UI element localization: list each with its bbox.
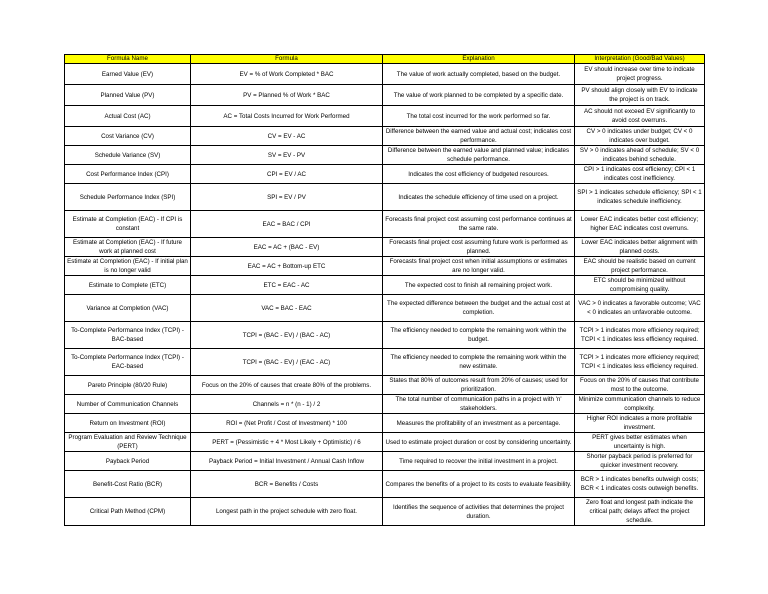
- cell-formula: Channels = n * (n - 1) / 2: [191, 395, 383, 414]
- table-row: [65, 64, 705, 85]
- cell-formula: Focus on the 20% of causes that create 80% of the problems.: [191, 376, 383, 395]
- table-row: [65, 414, 705, 433]
- cell-interpretation: Focus on the 20% of causes that contribute most to the outcome.: [575, 376, 705, 395]
- cell-interpretation: CPI > 1 indicates cost efficiency; CPI < 1 indicates cost inefficiency.: [575, 165, 705, 184]
- cell-formula-name: Cost Variance (CV): [65, 127, 191, 146]
- cell-explanation: The expected difference between the budget and the actual cost at completion.: [383, 295, 575, 322]
- table-row: [65, 322, 705, 349]
- cell-interpretation: AC should not exceed EV significantly to avoid cost overruns.: [575, 106, 705, 127]
- cell-formula-name: Estimate to Complete (ETC): [65, 276, 191, 295]
- cell-formula: CV = EV - AC: [191, 127, 383, 146]
- table-row: [65, 276, 705, 295]
- cell-formula-name: Number of Communication Channels: [65, 395, 191, 414]
- table-row: [65, 106, 705, 127]
- table-row: [65, 211, 705, 238]
- cell-explanation: Indicates the schedule efficiency of time used on a project.: [383, 184, 575, 211]
- cell-formula: BCR = Benefits / Costs: [191, 471, 383, 498]
- table-row: [65, 395, 705, 414]
- table-row: [65, 498, 705, 526]
- cell-explanation: Forecasts final project cost assuming future work is performed as planned.: [383, 238, 575, 257]
- cell-explanation: Compares the benefits of a project to its costs to evaluate feasibility.: [383, 471, 575, 498]
- cell-formula: EAC = AC + (BAC - EV): [191, 238, 383, 257]
- cell-formula-name: To-Complete Performance Index (TCPI) - EAC-based: [65, 349, 191, 376]
- cell-formula: Longest path in the project schedule with zero float.: [191, 498, 383, 526]
- table-row: [65, 184, 705, 211]
- cell-formula-name: Estimate at Completion (EAC) - If initial plan is no longer valid: [65, 257, 191, 276]
- table-row: [65, 349, 705, 376]
- cell-formula: EV = % of Work Completed * BAC: [191, 64, 383, 85]
- cell-formula-name: To-Complete Performance Index (TCPI) - BAC-based: [65, 322, 191, 349]
- table-row: [65, 433, 705, 452]
- cell-interpretation: Minimize communication channels to reduce complexity.: [575, 395, 705, 414]
- cell-explanation: Difference between the earned value and actual cost; indicates cost performance.: [383, 127, 575, 146]
- cell-formula-name: Critical Path Method (CPM): [65, 498, 191, 526]
- header-formula: Formula: [191, 55, 383, 64]
- cell-interpretation: SV > 0 indicates ahead of schedule; SV < 0 indicates behind schedule.: [575, 146, 705, 165]
- cell-explanation: Difference between the earned value and planned value; indicates schedule performance.: [383, 146, 575, 165]
- table-row: [65, 127, 705, 146]
- cell-explanation: The efficiency needed to complete the remaining work within the budget.: [383, 322, 575, 349]
- cell-interpretation: SPI > 1 indicates schedule efficiency; SPI < 1 indicates schedule inefficiency.: [575, 184, 705, 211]
- header-explanation: Explanation: [383, 55, 575, 64]
- header-formula-name: Formula Name: [65, 55, 191, 64]
- cell-formula: TCPI = (BAC - EV) / (BAC - AC): [191, 322, 383, 349]
- cell-interpretation: ETC should be minimized without compromising quality.: [575, 276, 705, 295]
- cell-formula-name: Schedule Performance Index (SPI): [65, 184, 191, 211]
- cell-formula: EAC = BAC / CPI: [191, 211, 383, 238]
- cell-explanation: The total number of communication paths in a project with 'n' stakeholders.: [383, 395, 575, 414]
- cell-formula-name: Pareto Principle (80/20 Rule): [65, 376, 191, 395]
- cell-explanation: Used to estimate project duration or cost by considering uncertainty.: [383, 433, 575, 452]
- cell-explanation: The total cost incurred for the work performed so far.: [383, 106, 575, 127]
- cell-interpretation: Shorter payback period is preferred for quicker investment recovery.: [575, 452, 705, 471]
- cell-interpretation: Zero float and longest path indicate the critical path; delays affect the project schedule.: [575, 498, 705, 526]
- formula-table: [64, 54, 705, 526]
- table-row: [65, 376, 705, 395]
- cell-formula: EAC = AC + Bottom-up ETC: [191, 257, 383, 276]
- table-row: [65, 452, 705, 471]
- cell-explanation: Forecasts final project cost assuming cost performance continues at the same rate.: [383, 211, 575, 238]
- cell-formula-name: Return on Investment (ROI): [65, 414, 191, 433]
- cell-formula-name: Estimate at Completion (EAC) - If CPI is constant: [65, 211, 191, 238]
- cell-formula: AC = Total Costs Incurred for Work Performed: [191, 106, 383, 127]
- table-row: [65, 471, 705, 498]
- cell-interpretation: PERT gives better estimates when uncertainty is high.: [575, 433, 705, 452]
- cell-formula-name: Cost Performance Index (CPI): [65, 165, 191, 184]
- cell-interpretation: EAC should be realistic based on current project performance.: [575, 257, 705, 276]
- cell-interpretation: EV should increase over time to indicate project progress.: [575, 64, 705, 85]
- cell-formula-name: Schedule Variance (SV): [65, 146, 191, 165]
- cell-explanation: The expected cost to finish all remaining project work.: [383, 276, 575, 295]
- cell-explanation: Measures the profitability of an investment as a percentage.: [383, 414, 575, 433]
- cell-formula-name: Actual Cost (AC): [65, 106, 191, 127]
- cell-formula-name: Payback Period: [65, 452, 191, 471]
- cell-interpretation: Higher ROI indicates a more profitable investment.: [575, 414, 705, 433]
- table-row: [65, 257, 705, 276]
- cell-explanation: Identifies the sequence of activities that determines the project duration.: [383, 498, 575, 526]
- cell-formula: ROI = (Net Profit / Cost of Investment) * 100: [191, 414, 383, 433]
- cell-explanation: States that 80% of outcomes result from 20% of causes; used for prioritization.: [383, 376, 575, 395]
- table-row: [65, 85, 705, 106]
- cell-interpretation: TCPI > 1 indicates more efficiency required; TCPI < 1 indicates less efficiency required.: [575, 322, 705, 349]
- table-row: [65, 165, 705, 184]
- cell-formula: SPI = EV / PV: [191, 184, 383, 211]
- table-row: [65, 146, 705, 165]
- cell-interpretation: Lower EAC indicates better alignment with planned costs.: [575, 238, 705, 257]
- cell-interpretation: CV > 0 indicates under budget; CV < 0 indicates over budget.: [575, 127, 705, 146]
- cell-formula: ETC = EAC - AC: [191, 276, 383, 295]
- cell-interpretation: Lower EAC indicates better cost efficiency; higher EAC indicates cost overruns.: [575, 211, 705, 238]
- table-row: [65, 238, 705, 257]
- cell-formula-name: Variance at Completion (VAC): [65, 295, 191, 322]
- cell-formula-name: Program Evaluation and Review Technique (PERT): [65, 433, 191, 452]
- cell-formula-name: Planned Value (PV): [65, 85, 191, 106]
- cell-formula: VAC = BAC - EAC: [191, 295, 383, 322]
- cell-formula: TCPI = (BAC - EV) / (EAC - AC): [191, 349, 383, 376]
- header-row: [65, 55, 705, 64]
- cell-formula-name: Benefit-Cost Ratio (BCR): [65, 471, 191, 498]
- cell-explanation: The value of work planned to be completed by a specific date.: [383, 85, 575, 106]
- cell-formula: CPI = EV / AC: [191, 165, 383, 184]
- header-interpretation: Interpretation (Good/Bad Values): [575, 55, 705, 64]
- cell-interpretation: PV should align closely with EV to indicate the project is on track.: [575, 85, 705, 106]
- cell-formula-name: Estimate at Completion (EAC) - If future work at planned cost: [65, 238, 191, 257]
- cell-explanation: Forecasts final project cost when initial assumptions or estimates are no longer valid.: [383, 257, 575, 276]
- cell-interpretation: TCPI > 1 indicates more efficiency required; TCPI < 1 indicates less efficiency required.: [575, 349, 705, 376]
- cell-explanation: The value of work actually completed, based on the budget.: [383, 64, 575, 85]
- cell-formula: PV = Planned % of Work * BAC: [191, 85, 383, 106]
- cell-interpretation: VAC > 0 indicates a favorable outcome; VAC < 0 indicates an unfavorable outcome.: [575, 295, 705, 322]
- cell-explanation: Indicates the cost efficiency of budgeted resources.: [383, 165, 575, 184]
- cell-formula: SV = EV - PV: [191, 146, 383, 165]
- cell-interpretation: BCR > 1 indicates benefits outweigh costs; BCR < 1 indicates costs outweigh benefits.: [575, 471, 705, 498]
- cell-formula: PERT = (Pessimistic + 4 * Most Likely + Optimistic) / 6: [191, 433, 383, 452]
- cell-formula-name: Earned Value (EV): [65, 64, 191, 85]
- cell-explanation: Time required to recover the initial investment in a project.: [383, 452, 575, 471]
- table-row: [65, 295, 705, 322]
- cell-formula: Payback Period = Initial Investment / Annual Cash Inflow: [191, 452, 383, 471]
- cell-explanation: The efficiency needed to complete the remaining work within the new estimate.: [383, 349, 575, 376]
